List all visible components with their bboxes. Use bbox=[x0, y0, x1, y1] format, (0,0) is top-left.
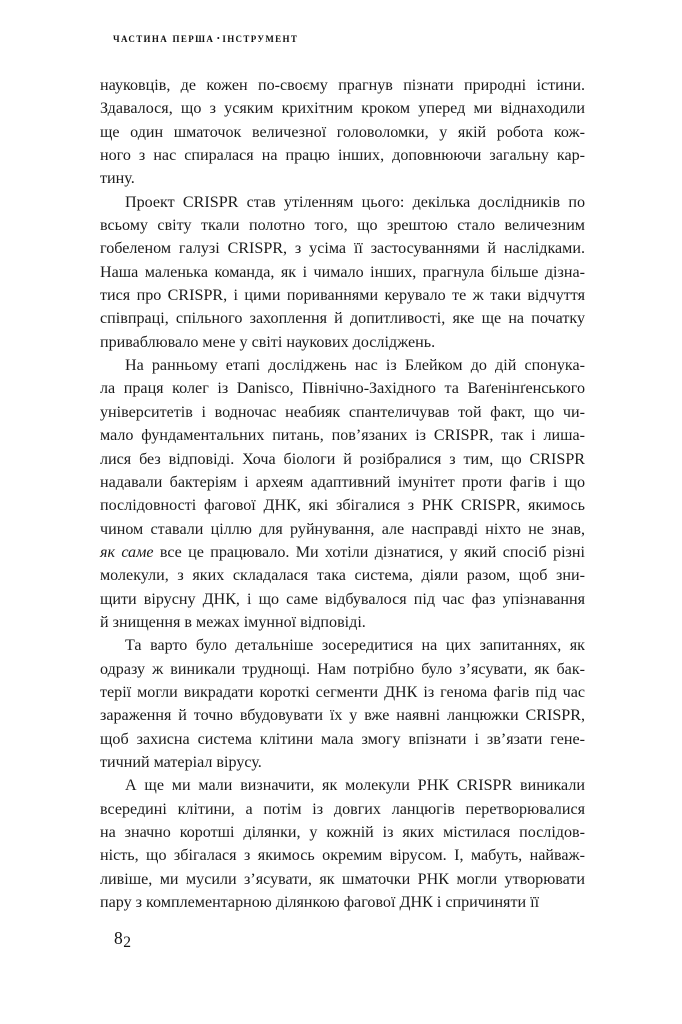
text-line: університетів і водночас неабияк спантеличував той факт, що чи- bbox=[100, 403, 585, 421]
running-head-part: частина перша bbox=[113, 31, 215, 45]
text-line: Та варто було детальніше зосередитися на цих запитаннях, як bbox=[125, 637, 585, 655]
text-line: одразу ж виникали труднощі. Нам потрібно було з’ясувати, як бак- bbox=[100, 660, 585, 678]
text-line: науковців, де кожен по-своєму прагнув пізнати природні істини. bbox=[100, 77, 585, 94]
text-line: Проект CRISPR став утіленням цього: декілька дослідників по bbox=[125, 193, 585, 211]
text-line: ще один шматочок величезної головоломки, у якій робота кож- bbox=[100, 123, 585, 141]
text-line: мало фундаментальних питань, пов’язаних із CRISPR, так і лиша- bbox=[100, 427, 585, 445]
text-line: чином ставали ціллю для руйнування, але насправді ніхто не знав, bbox=[100, 520, 585, 538]
running-head-section: інструмент bbox=[222, 31, 299, 45]
text-line: приваблювало мене у світі наукових досліджень. bbox=[100, 333, 436, 351]
text-line: гобеленом галузі CRISPR, з усіма її застосуваннями й наслідками. bbox=[100, 240, 585, 258]
page-number bbox=[114, 928, 132, 949]
text-line: Здавалося, що з усяким крихітним кроком уперед ми віднаходили bbox=[100, 100, 585, 118]
text-line: всередині клітини, а потім із довгих ланцюгів перетворювалися bbox=[100, 800, 585, 818]
text-line: тися про CRISPR, і цими пориваннями керувало те ж таки відчуття bbox=[100, 287, 585, 305]
text-line: ливіше, ми мусили з’ясувати, як шматочки РНК могли утворювати bbox=[100, 870, 585, 888]
text-line: зараження й точно вбудовувати їх у вже наявні ланцюжки CRISPR, bbox=[100, 707, 585, 725]
text-line: А ще ми мали визначити, як молекули РНК CRISPR виникали bbox=[125, 777, 585, 795]
paragraph bbox=[100, 774, 585, 914]
text-line: як саме все це працювало. Ми хотіли дізнатися, у який спосіб різні bbox=[100, 543, 585, 561]
text-line: молекули, з яких складалася така система, діяли разом, щоб зни- bbox=[100, 567, 585, 585]
text-line: послідовності фагової ДНК, які збігалися з РНК CRISPR, якимось bbox=[100, 497, 585, 515]
body-text-block bbox=[100, 74, 585, 914]
text-line: ність, що збігалася з якимось окремим вірусом. І, мабуть, найваж- bbox=[100, 847, 585, 865]
text-line: надавали бактеріям і археям адаптивний імунітет проти фагів і що bbox=[100, 473, 585, 491]
text-line: ного з нас спиралася на працю інших, доповнюючи загальну кар- bbox=[100, 147, 585, 165]
text-line: всьому світу ткали полотно того, що зрештою стало величезним bbox=[100, 217, 585, 235]
paragraph bbox=[100, 634, 585, 774]
page-number-digit: 2 bbox=[123, 933, 132, 951]
text-line: щоб захисна система клітини мала змогу впізнати і зв’язати гене- bbox=[100, 730, 585, 748]
paragraph bbox=[100, 191, 585, 354]
running-head bbox=[113, 31, 583, 46]
text-line: тину. bbox=[100, 170, 135, 188]
paragraph bbox=[100, 354, 585, 634]
text-line: тичний матеріал вірусу. bbox=[100, 753, 262, 771]
running-head-separator: · bbox=[216, 31, 221, 45]
text-line: на значно коротші ділянки, у кожній із яких містилася послідов- bbox=[100, 824, 585, 841]
page-number-digit: 8 bbox=[114, 928, 124, 948]
text-line: й знищення в межах імунної відповіді. bbox=[100, 613, 366, 631]
text-line: Наша маленька команда, як і чимало інших, прагнула більше дізна- bbox=[100, 263, 585, 281]
text-line: терії могли викрадати короткі сегменти ДНК із генома фагів під час bbox=[100, 683, 585, 701]
text-line: лися без відповіді. Хоча біологи й розібралися з тим, що CRISPR bbox=[100, 450, 585, 468]
text-line: співпраці, спільного захоплення й допитливості, яке ще на початку bbox=[100, 310, 585, 328]
text-line: щити вірусну ДНК, і що саме відбувалося під час фаз упізнавання bbox=[100, 590, 585, 608]
text-line: На ранньому етапі досліджень нас із Блейком до дій спонука- bbox=[125, 357, 585, 375]
text-line: пару з комплементарною ділянкою фагової ДНК і спричиняти її bbox=[100, 894, 540, 912]
paragraph bbox=[100, 74, 585, 191]
text-line: ла праця колег із Danisco, Північно-Західного та Ваґенінґенського bbox=[100, 380, 585, 398]
emphasis-text: як саме bbox=[100, 543, 154, 561]
